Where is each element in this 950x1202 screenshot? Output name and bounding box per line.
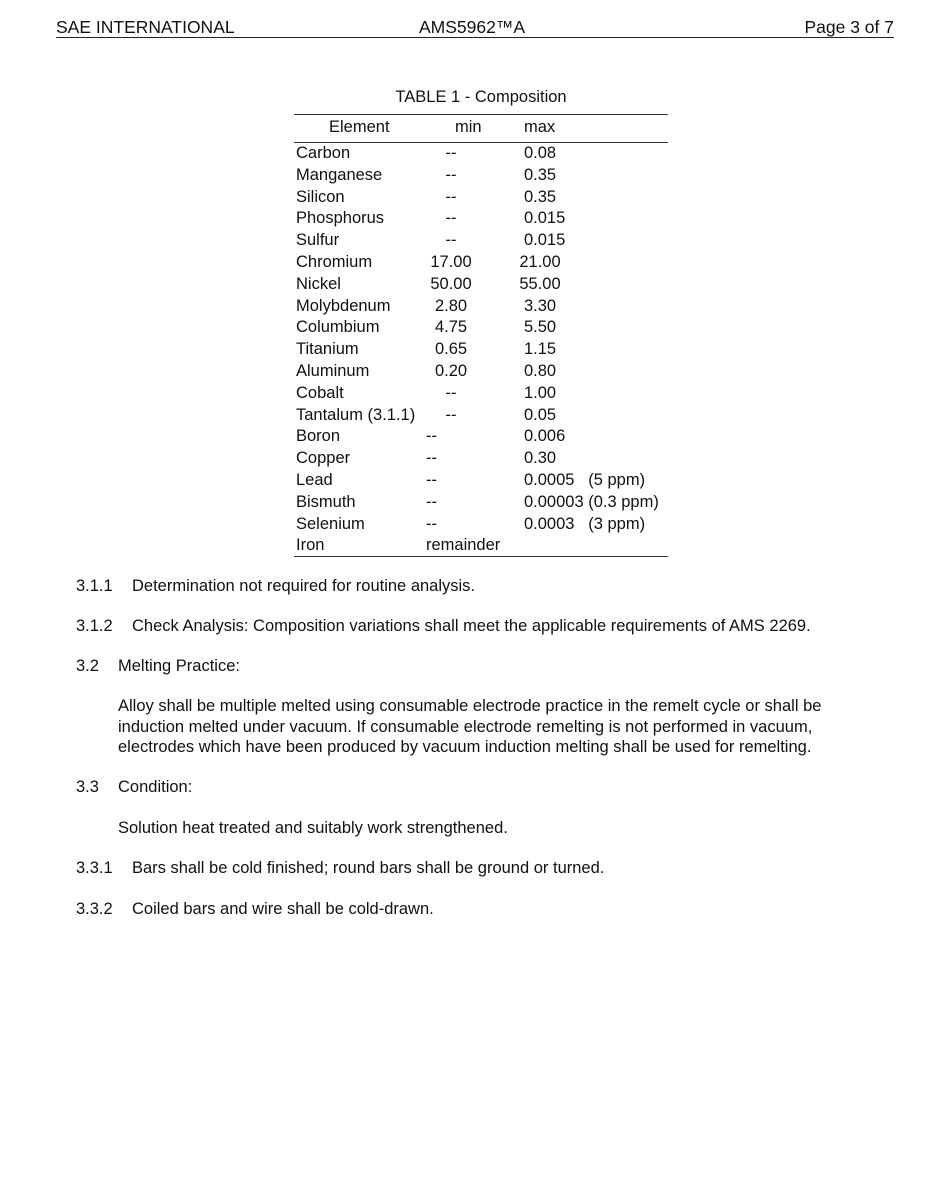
section-text: Check Analysis: Composition variations shall meet the applicable requirements of AMS 2269. [132, 617, 811, 635]
cell-element: Nickel [296, 274, 341, 293]
body-line: electrodes which have been produced by vacuum induction melting shall be used for remelting. [118, 738, 812, 756]
cell-max: 1.15 [524, 340, 557, 359]
cell-min: -- [445, 165, 457, 184]
table-row [0, 252, 950, 274]
cell-element: Lead [296, 470, 333, 489]
cell-max: 0.05 [524, 405, 557, 424]
cell-min: -- [445, 209, 457, 228]
col-header-element: Element [329, 118, 390, 136]
condition-body: Solution heat treated and suitably work strengthened. [118, 819, 508, 837]
cell-max: 3.30 [524, 296, 557, 315]
header-page-number: Page 3 of 7 [804, 17, 894, 37]
cell-min: -- [445, 383, 457, 402]
cell-element: Bismuth [296, 492, 356, 511]
section-number: 3.1.2 [76, 617, 113, 635]
table-row [0, 165, 950, 187]
section-number: 3.3 [76, 778, 99, 796]
cell-min: -- [445, 187, 457, 206]
cell-element: Manganese [296, 165, 383, 184]
cell-max: 0.015 [524, 209, 566, 228]
table-row [0, 208, 950, 230]
table-bottom-rule [294, 556, 668, 557]
cell-min: 50.00 [430, 274, 472, 293]
page-header [56, 17, 894, 38]
cell-min: -- [426, 470, 437, 489]
composition-table-body [0, 143, 950, 557]
cell-max: 5.50 [524, 318, 557, 337]
cell-element: Copper [296, 449, 351, 468]
section-number: 3.2 [76, 657, 99, 675]
cell-min: -- [426, 514, 437, 533]
section-text: Bars shall be cold finished; round bars shall be ground or turned. [132, 859, 605, 877]
cell-min: -- [445, 231, 457, 250]
section-text: Coiled bars and wire shall be cold-drawn. [132, 900, 434, 918]
table-top-rule [294, 114, 668, 115]
cell-max: 0.80 [524, 361, 557, 380]
cell-min: 2.80 [434, 296, 468, 315]
table-row [0, 492, 950, 514]
table-row [0, 470, 950, 492]
table-row [0, 514, 950, 536]
cell-min: 17.00 [430, 252, 472, 271]
cell-min: remainder [426, 536, 501, 555]
cell-min: -- [426, 492, 437, 511]
cell-max: 1.00 [524, 383, 557, 402]
cell-max: 0.35 [524, 187, 557, 206]
cell-min: 0.20 [434, 361, 468, 380]
table-row [0, 339, 950, 361]
section-text: Determination not required for routine analysis. [132, 577, 476, 595]
cell-max: 0.015 [524, 231, 566, 250]
cell-element: Silicon [296, 187, 345, 206]
table-row [0, 296, 950, 318]
table-row [0, 187, 950, 209]
body-line: induction melted under vacuum. If consumable electrode remelting is not performed in vacuum, [118, 717, 813, 736]
cell-element: Molybdenum [296, 296, 391, 315]
section-number: 3.1.1 [76, 577, 113, 595]
cell-min: 0.65 [434, 340, 468, 359]
cell-max: 0.35 [524, 165, 557, 184]
header-org: SAE INTERNATIONAL [56, 17, 235, 37]
table-row [0, 143, 950, 165]
cell-element: Chromium [296, 252, 373, 271]
cell-element: Tantalum (3.1.1) [296, 405, 416, 424]
cell-max: 0.006 [524, 427, 566, 446]
section-title: Condition: [118, 778, 193, 796]
cell-element: Selenium [296, 514, 365, 533]
cell-max: 0.30 [524, 449, 557, 468]
table-row [0, 535, 950, 557]
cell-max: 0.08 [524, 144, 557, 162]
table-row [0, 426, 950, 448]
cell-min: -- [445, 144, 457, 162]
cell-element: Aluminum [296, 361, 370, 380]
cell-max: 0.0005 (5 ppm) [524, 470, 646, 489]
table-row [0, 317, 950, 339]
cell-element: Carbon [296, 144, 351, 162]
table-row [0, 361, 950, 383]
cell-min: -- [426, 449, 437, 468]
col-header-max: max [524, 118, 556, 136]
section-title: Melting Practice: [118, 657, 240, 675]
cell-element: Cobalt [296, 383, 344, 402]
cell-element: Phosphorus [296, 209, 385, 228]
cell-min: -- [445, 405, 457, 424]
table-row [0, 448, 950, 470]
section-number: 3.3.1 [76, 859, 113, 877]
cell-min: 4.75 [434, 318, 468, 337]
melting-practice-body [118, 696, 878, 758]
cell-max: 55.00 [519, 274, 561, 293]
table-row [0, 274, 950, 296]
col-header-min: min [455, 118, 482, 136]
cell-max: 21.00 [519, 252, 561, 271]
cell-max: 0.0003 (3 ppm) [524, 514, 646, 533]
cell-element: Titanium [296, 340, 359, 359]
header-doc-number: AMS5962™A [419, 17, 526, 37]
table-row [0, 383, 950, 405]
table-title: TABLE 1 - Composition [395, 88, 567, 106]
section-number: 3.3.2 [76, 900, 113, 918]
table-row [0, 405, 950, 427]
cell-max: 0.00003 (0.3 ppm) [524, 492, 659, 511]
cell-element: Iron [296, 536, 325, 555]
cell-element: Columbium [296, 318, 380, 337]
cell-element: Sulfur [296, 231, 340, 250]
cell-element: Boron [296, 427, 341, 446]
body-line: Alloy shall be multiple melted using consumable electrode practice in the remelt cycle or shall be [118, 697, 822, 715]
table-row [0, 230, 950, 252]
cell-min: -- [426, 427, 437, 446]
